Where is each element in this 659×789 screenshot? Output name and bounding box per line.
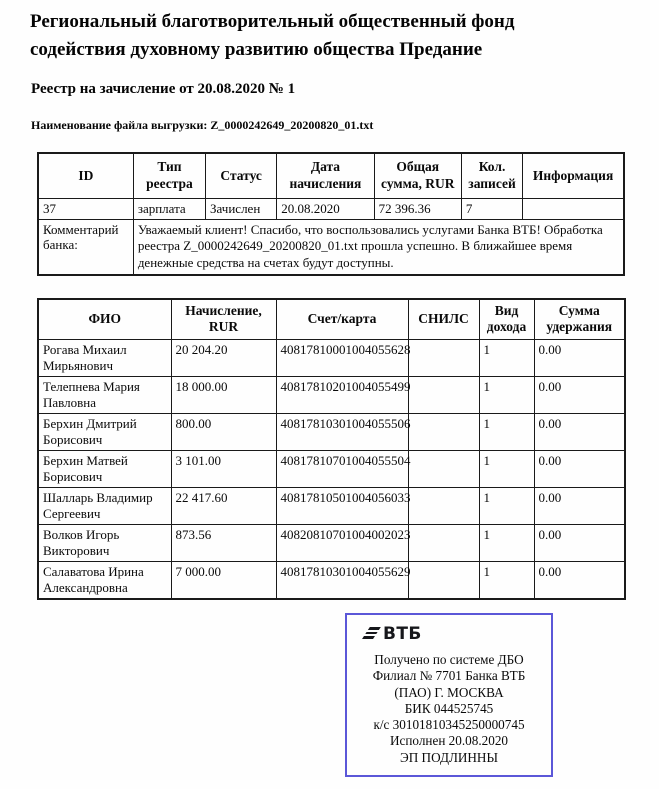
payment-row: [38, 561, 625, 598]
cell-income-type: 1: [479, 524, 534, 561]
cell-accrual: 800.00: [171, 413, 276, 450]
cell-income-type: 1: [479, 376, 534, 413]
cell-accrual: 7 000.00: [171, 561, 276, 598]
cell-snils: [408, 487, 479, 524]
cell-accrual: 18 000.00: [171, 376, 276, 413]
cell-full-name: Шалларь Владимир Сергеевич: [38, 487, 171, 524]
page-title-line1: Региональный благотворительный общественный фонд: [30, 11, 515, 32]
col-header-registry-type: Тип реестра: [133, 153, 205, 198]
payment-row: [38, 450, 625, 487]
cell-withholding: 0.00: [534, 561, 625, 598]
cell-full-name: Волков Игорь Викторович: [38, 524, 171, 561]
register-heading: Реестр на зачисление от 20.08.2020 № 1: [31, 81, 296, 97]
vtb-logo: [362, 626, 551, 650]
bank-comment-label: Комментарий банка:: [38, 219, 133, 275]
bank-stamp: [345, 613, 553, 777]
stamp-line-bik: БИК 044525745: [404, 700, 494, 716]
cell-withholding: 0.00: [534, 413, 625, 450]
cell-snils: [408, 339, 479, 376]
cell-full-name: Салаватова Ирина Александровна: [38, 561, 171, 598]
cell-full-name: Телепнева Мария Павловна: [38, 376, 171, 413]
payment-row: [38, 524, 625, 561]
stamp-line-executed: Исполнен 20.08.2020: [389, 733, 509, 749]
stamp-line-corr-account: к/с 30101810345250000745: [373, 717, 525, 733]
cell-snils: [408, 561, 479, 598]
stamp-line-signature-valid: ЭП ПОДЛИННЫ: [400, 749, 498, 765]
cell-snils: [408, 450, 479, 487]
cell-registry-type: зарплата: [133, 198, 205, 219]
cell-account-card: 40817810701004055504: [276, 450, 408, 487]
export-file-name: Наименование файла выгрузки: Z_0000242649_20200820_01.txt: [31, 118, 374, 132]
vtb-flag-icon: [362, 627, 381, 639]
register-summary-header-row: [38, 153, 624, 198]
cell-snils: [408, 524, 479, 561]
vtb-logo-text: ВТБ: [383, 624, 422, 644]
cell-account-card: 40820810701004002023: [276, 524, 408, 561]
register-summary-data-row: [38, 198, 624, 219]
col-header-status: Статус: [206, 153, 277, 198]
cell-credit-date: 20.08.2020: [277, 198, 374, 219]
col-header-snils: СНИЛС: [408, 299, 479, 339]
payment-row: [38, 376, 625, 413]
cell-status: Зачислен: [206, 198, 277, 219]
col-header-account-card: Счет/карта: [276, 299, 408, 339]
payments-table: [37, 298, 626, 600]
col-header-id: ID: [38, 153, 133, 198]
cell-income-type: 1: [479, 413, 534, 450]
cell-income-type: 1: [479, 339, 534, 376]
col-header-withholding: Сумма удержания: [534, 299, 625, 339]
payment-row: [38, 339, 625, 376]
col-header-credit-date: Дата начисления: [277, 153, 374, 198]
payments-header-row: [38, 299, 625, 339]
cell-record-count: 7: [461, 198, 522, 219]
stamp-line-city: (ПАО) Г. МОСКВА: [394, 684, 504, 700]
cell-withholding: 0.00: [534, 487, 625, 524]
cell-id: 37: [38, 198, 133, 219]
col-header-total-sum: Общая сумма, RUR: [374, 153, 461, 198]
payment-row: [38, 487, 625, 524]
register-summary-table: [37, 152, 625, 276]
cell-income-type: 1: [479, 561, 534, 598]
col-header-income-type: Вид дохода: [479, 299, 534, 339]
col-header-accrual: Начисление, RUR: [171, 299, 276, 339]
bank-comment-row: [38, 219, 624, 275]
cell-accrual: 22 417.60: [171, 487, 276, 524]
page-title-line2: содействия духовному развитию общества Предание: [30, 39, 483, 60]
stamp-text-block: [347, 652, 551, 766]
col-header-full-name: ФИО: [38, 299, 171, 339]
cell-accrual: 20 204.20: [171, 339, 276, 376]
cell-snils: [408, 376, 479, 413]
col-header-information: Информация: [523, 153, 624, 198]
cell-full-name: Берхин Матвей Борисович: [38, 450, 171, 487]
cell-withholding: 0.00: [534, 376, 625, 413]
payment-row: [38, 413, 625, 450]
cell-account-card: 40817810201004055499: [276, 376, 408, 413]
cell-income-type: 1: [479, 487, 534, 524]
cell-account-card: 40817810501004056033: [276, 487, 408, 524]
bank-comment-text: Уважаемый клиент! Спасибо, что воспользовались услугами Банка ВТБ! Обработка реестра Z_0000242649_20200820_01.txt прошла успешно. В ближайшее время денежные средства на счетах будут доступны.: [133, 219, 624, 275]
cell-income-type: 1: [479, 450, 534, 487]
cell-account-card: 40817810301004055506: [276, 413, 408, 450]
cell-withholding: 0.00: [534, 524, 625, 561]
cell-full-name: Рогава Михаил Мирьянович: [38, 339, 171, 376]
cell-full-name: Берхин Дмитрий Борисович: [38, 413, 171, 450]
cell-withholding: 0.00: [534, 450, 625, 487]
cell-information: [523, 198, 624, 219]
page-title: [30, 8, 635, 64]
col-header-record-count: Кол. записей: [461, 153, 522, 198]
cell-accrual: 873.56: [171, 524, 276, 561]
cell-total-sum: 72 396.36: [374, 198, 461, 219]
cell-withholding: 0.00: [534, 339, 625, 376]
cell-account-card: 40817810301004055629: [276, 561, 408, 598]
cell-account-card: 40817810001004055628: [276, 339, 408, 376]
cell-accrual: 3 101.00: [171, 450, 276, 487]
stamp-line-received: Получено по системе ДБО: [374, 652, 524, 667]
stamp-line-branch: Филиал № 7701 Банка ВТБ: [372, 668, 526, 684]
cell-snils: [408, 413, 479, 450]
